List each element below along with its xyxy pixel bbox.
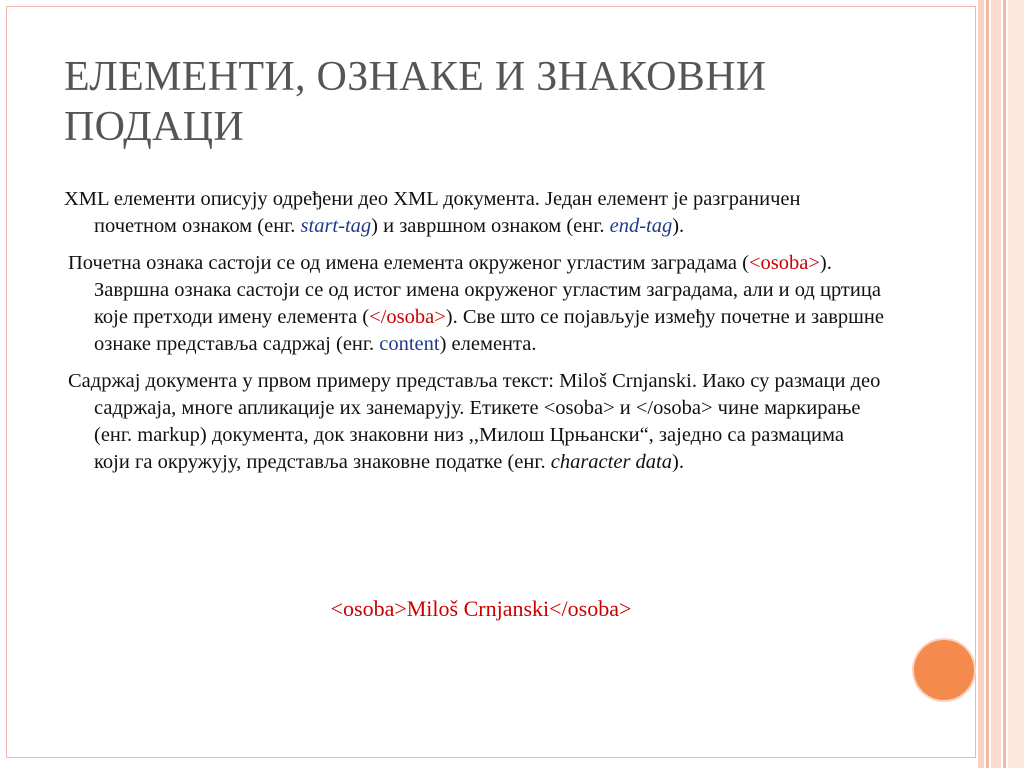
- paragraph-elements: [64, 186, 884, 240]
- paragraph-content: [64, 368, 884, 476]
- decor-stripe: [1003, 0, 1006, 768]
- term-character-data: character data: [550, 451, 673, 473]
- tag-open: <osoba>: [748, 252, 820, 274]
- xml-example: <osoba>Miloš Crnjanski</osoba>: [330, 596, 632, 621]
- term-start-tag: start-tag: [300, 215, 372, 237]
- text: ). Завршна ознака састоји се од истог имена окруженог угластим заградама, али и од цртица које претходи имену елемента (: [94, 252, 881, 328]
- slide-body: [64, 186, 884, 486]
- decor-stripe: [986, 0, 989, 768]
- text: ) и завршном ознаком (енг.: [371, 215, 610, 237]
- text: ).: [672, 215, 685, 237]
- decor-stripe: [978, 0, 984, 768]
- paragraph-tags: [64, 250, 884, 358]
- term-end-tag: end-tag: [609, 215, 673, 237]
- text: ) елемента.: [439, 333, 537, 355]
- term-content: content: [379, 333, 440, 355]
- text: ). Све што се појављује између почетне и завршне ознаке представља садржај (енг.: [94, 306, 884, 355]
- text: XML елементи описују одређени део XML документа. Један елемент је разграничен почетном ознаком (енг.: [64, 188, 801, 237]
- slide-title: ЕЛЕМЕНТИ, ОЗНАКЕ И ЗНАКОВНИ ПОДАЦИ: [64, 54, 767, 150]
- text: Почетна ознака састоји се од имена елемента окруженог угластим заградама (: [68, 252, 749, 274]
- decor-circle: [914, 640, 974, 700]
- tag-close: </osoba>: [369, 306, 446, 328]
- text: ).: [672, 451, 684, 473]
- decor-stripe: [991, 0, 1001, 768]
- decor-stripe: [1008, 0, 1024, 768]
- text: Садржај документа у првом примеру представља текст: Miloš Crnjanski. Иако су размаци део садржаја, многе апликације их занемарују. Етикете <osoba> и </osoba> чине маркирање (енг. markup) документа, док знаковни низ ,,Милош Црњански“, заједно са размацима који га окружују, представља знаковне податке (енг.: [68, 370, 881, 473]
